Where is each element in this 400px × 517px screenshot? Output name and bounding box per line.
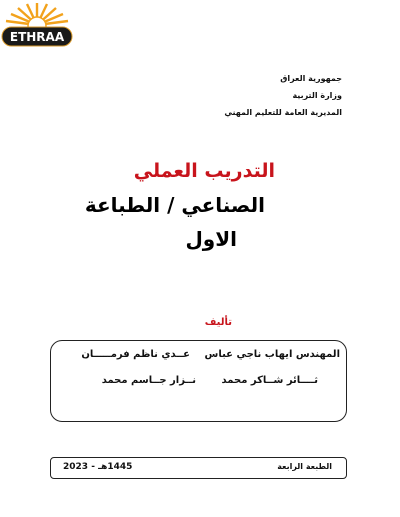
edition-label: الطبعة الرابعة [277, 462, 332, 471]
author-name: نــزار جــاسم محمد [101, 375, 196, 386]
publisher-logo [1, 1, 73, 47]
author-name: ثــــائر شــاكر محمد [221, 375, 318, 386]
book-grade: الاول [185, 227, 237, 251]
edition-year: 1445هـ - 2023 [63, 462, 133, 472]
sunburst-logo-icon [1, 1, 73, 47]
edition-box [50, 457, 347, 479]
country-name: جمهورية العراق [280, 74, 342, 83]
author-name: المهندس ايهاب ناجي عباس [204, 349, 340, 360]
directorate-name: المديرية العامة للتعليم المهني [224, 108, 342, 117]
ministry-header [224, 70, 342, 121]
ministry-name: وزارة التربية [292, 91, 342, 100]
author-name: عــدي ناظم فرمـــــان [81, 349, 190, 360]
book-title: التدريب العملي [133, 160, 275, 182]
book-subject: الصناعي / الطباعة [84, 193, 265, 217]
logo-text: ETHRAA [9, 30, 65, 44]
authored-label: تأليف [204, 317, 232, 328]
authors-box [50, 340, 347, 422]
